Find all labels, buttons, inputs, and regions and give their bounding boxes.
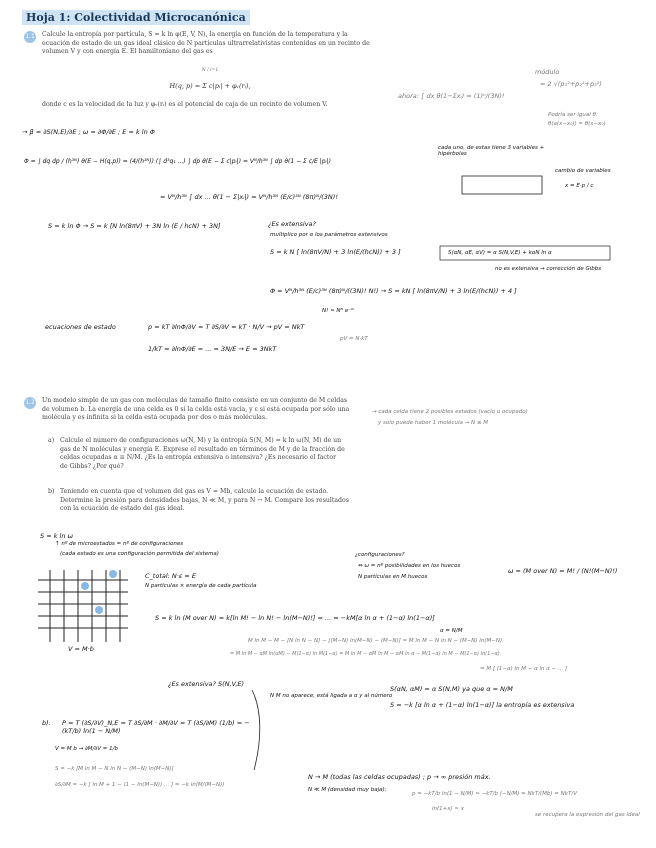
handwritten-line: → β = ∂S(N,E)/∂E ; ω = ∂Φ/∂E ; E = k ln Φ	[22, 128, 155, 136]
problem-statement: Calcule la entropía por partícula, S = k ln φ(E, V, N), la energía en función de la temperatura y la ecuación de estado de un gas ideal clásico de N partículas ultrarrelativistas contenidas en un recinto de volumen V y con energía E. El hamiltoniano del gas es	[42, 31, 370, 56]
handwritten-line: S = −k [α ln α + (1−α) ln(1−α)] la entropía es extensiva	[390, 701, 575, 709]
handwritten-line: C_total: N·ε = E	[145, 572, 197, 580]
handwritten-note: N partículas en M huecos	[358, 574, 428, 580]
subitem-text: Teniendo en cuenta que el volumen del gas es V = Mb, calcule la ecuación de estado. Determine la presión para densidades bajas, N ≪ M, y para N → M. Compare los resultados con la ecuación de estado del gas ideal.	[60, 488, 349, 513]
handwritten-line: = M ln M − αM ln(αM) − M(1−α) ln M(1−α) = M ln M − αM ln M − αM ln α − M(1−α) ln M − M(1−α) ln(1−α)	[230, 651, 500, 657]
handwritten-line: p = −kT/b ln(1 − N/M) ≈ −kT/b (−N/M) = NkT/(Mb) = NkT/V	[412, 791, 577, 797]
handwritten-line: S(αN, αM) = α S(N,M) ya que α = N/M	[390, 685, 513, 693]
handwritten-note: α = N/M	[440, 628, 463, 634]
subitem-label: a)	[48, 437, 55, 444]
page-title: Hoja 1: Colectividad Microcanónica	[22, 10, 250, 25]
particle-dot	[81, 582, 89, 590]
margin-note: ahora: ∫ dx θ(1−Σxᵢ) = (1)ⁿ/(3N)!	[398, 92, 505, 100]
handwritten-note: cambio de variables	[555, 168, 611, 174]
handwritten-note: se recupera la expresión del gas ideal	[535, 812, 640, 818]
problem-number-badge: 1.1	[24, 31, 36, 43]
handwritten-line: pV = N·kT	[340, 336, 368, 342]
margin-note: → cada celda tiene 2 posibles estados (vacío u ocupado)	[372, 409, 528, 415]
handwritten-line: N! ≈ Nᴺ e⁻ᴺ	[322, 308, 354, 314]
handwritten-line: S = −k [M ln M − N ln N − (M−N) ln(M−N)]	[55, 766, 174, 772]
handwritten-note: ⇔ ω = nº posibilidades en los huecos	[358, 563, 461, 569]
handwritten-line: N partículas × energía de cada partícula	[145, 583, 257, 589]
subitem-label: b)	[48, 488, 55, 495]
margin-note: y solo puede haber 1 molécula → N ≤ M	[378, 420, 488, 426]
margin-note: módulo	[535, 68, 560, 76]
handwritten-line: 1/kT = ∂lnΦ/∂E = ... = 3N/E → E = 3NkT	[148, 345, 277, 353]
handwritten-line: S = k ln Φ → S = k [N ln(8πV) + 3N ln (E / hcN) + 3N]	[48, 222, 221, 230]
subitem-text: Calcule el número de configuraciones ω(N, M) y la entropía S(N, M) = k ln ω(N, M) de un gas de N moléculas y energía E. Exprese el resultado en términos de M y de la fracción de celdas ocupadas α ≡ N/M. ¿Es la entropía extensiva o intensiva? ¿Es necesario el factor de Gibbs? ¿Por qué?	[60, 437, 345, 470]
cells-grid-diagram	[38, 570, 128, 644]
problem-number-badge: 1.2	[24, 397, 36, 409]
margin-note: θ(a(x−x₀)) = θ(x−x₀)	[548, 121, 606, 127]
handwritten-line: = M [ (1−α) ln M − α ln α − ... ]	[480, 666, 568, 672]
handwritten-line: ↑ nº de microestados = nº de configuraciones	[55, 541, 184, 547]
handwritten-note: ¿configuraciones?	[355, 552, 405, 558]
handwritten-note: multiplico por α los parámetros extensivos	[270, 232, 388, 238]
handwritten-line: p = kT ∂lnΦ/∂V = T ∂S/∂V = kT · N/V → pV = NkT	[148, 323, 305, 331]
grid-caption: V = M·b	[68, 645, 94, 653]
margin-note: = 2 √(p₁²+p₂²+p₃²)	[540, 80, 602, 88]
handwritten-line: S = k ln ω	[40, 532, 73, 540]
handwritten-note: cada uno, de estas tiene 3 variables + hipérbolas	[438, 145, 545, 157]
handwritten-line: V = M b → ∂M/∂V = 1/b	[55, 746, 118, 752]
handwritten-note: no es extensiva → corrección de Gibbs	[495, 266, 602, 272]
handwritten-note: N M no aparece, está ligada a α y al número	[270, 693, 393, 699]
hamiltonian-equation	[140, 68, 280, 92]
subitem-label: b).	[42, 719, 51, 727]
handwritten-line: = Vᴺ/h³ᴺ ∫ dx ... θ(1 − Σ|xᵢ|) = Vᴺ/h³ᴺ (E/c)³ᴺ (8π)ᴺ/(3N)!	[160, 193, 338, 201]
handwritten-line: S = k ln (M over N) = k[ln M! − ln N! − ln(M−N)!] = ... = −kM[α ln α + (1−α) ln(1−α)]	[155, 614, 435, 622]
problem-statement-end: donde c es la velocidad de la luz y φᵥ(rᵢ) es el potencial de caja de un recinto de volumen V.	[42, 101, 328, 108]
handwritten-line: S(αN, αE, αV) = α S(N,V,E) + kαN ln α	[448, 250, 552, 256]
hamiltonian-formula: H(q, p) = Σ c|pᵢ| + φᵥ(rᵢ),	[169, 82, 251, 90]
handwritten-note: ln(1+x) ≈ x	[432, 806, 465, 812]
handwritten-line: ∂S/∂M = −k [ ln M + 1 − (1 − ln(M−N)) ... ] = −k ln(M/(M−N))	[55, 782, 225, 788]
handwritten-line: N → M (todas las celdas ocupadas) ; p → ∞ presión máx.	[308, 773, 491, 781]
handwritten-line: Φ = ∫ dq dp / (h³ᴺ) θ(E − H(q,p)) = (4/(h³ᴺ)) (∫ d³q₁ ...) ∫ dp θ(E − Σ c|pᵢ|) = Vᴺ/h³ᴺ ∫ dp θ(1 − Σ c/E |pᵢ|)	[24, 158, 331, 165]
handwritten-line: ω = (M over N) = M! / (N!(M−N)!)	[508, 567, 618, 575]
handwritten-line: S = k N [ ln(8πV/N) + 3 ln(E/(hcN)) + 3 ]	[270, 248, 401, 256]
result-box	[462, 176, 542, 194]
handwritten-line: P = T (∂S/∂V)_N,E = T ∂S/∂M · ∂M/∂V = T (∂S/∂M) (1/b) = −(kT/b) ln(1 − N/M)	[62, 719, 250, 735]
handwritten-heading: ecuaciones de estado	[45, 323, 116, 331]
particle-dot	[109, 570, 117, 578]
handwritten-line: (cada estado es una configuración permitida del sistema)	[60, 551, 219, 557]
handwritten-line: N ≪ M (densidad muy baja):	[308, 787, 387, 793]
problem-statement: Un modelo simple de un gas con moléculas de tamaño finito consiste en un conjunto de M celdas de volumen b. La energía de una celda es 0 si la celda está vacía, y ε si está ocupada por sólo una molécula y es infinita si la celda está ocupada por dos o más moléculas.	[42, 397, 350, 422]
handwritten-note: ¿Es extensiva?	[268, 220, 316, 228]
handwritten-line: M ln M − M − [N ln N − N] − [(M−N) ln(M−N) − (M−N)] = M ln M − N ln N − (M−N) ln(M−N)	[248, 638, 503, 644]
bracket-curve	[252, 690, 260, 770]
particle-dot	[95, 606, 103, 614]
handwritten-note: ¿Es extensiva? S(N,V,E)	[168, 680, 245, 688]
margin-note: Podría ser igual θ:	[548, 112, 598, 118]
hamiltonian-sum-limits: N / i=1	[201, 68, 219, 73]
handwritten-note: x = E·p / c	[565, 183, 594, 189]
handwritten-line: Φ = Vᴺ/h³ᴺ (E/c)³ᴺ (8π)ᴺ/((3N)! N!) → S = kN [ ln(8πV/N) + 3 ln(E/(hcN)) + 4 ]	[270, 287, 517, 295]
